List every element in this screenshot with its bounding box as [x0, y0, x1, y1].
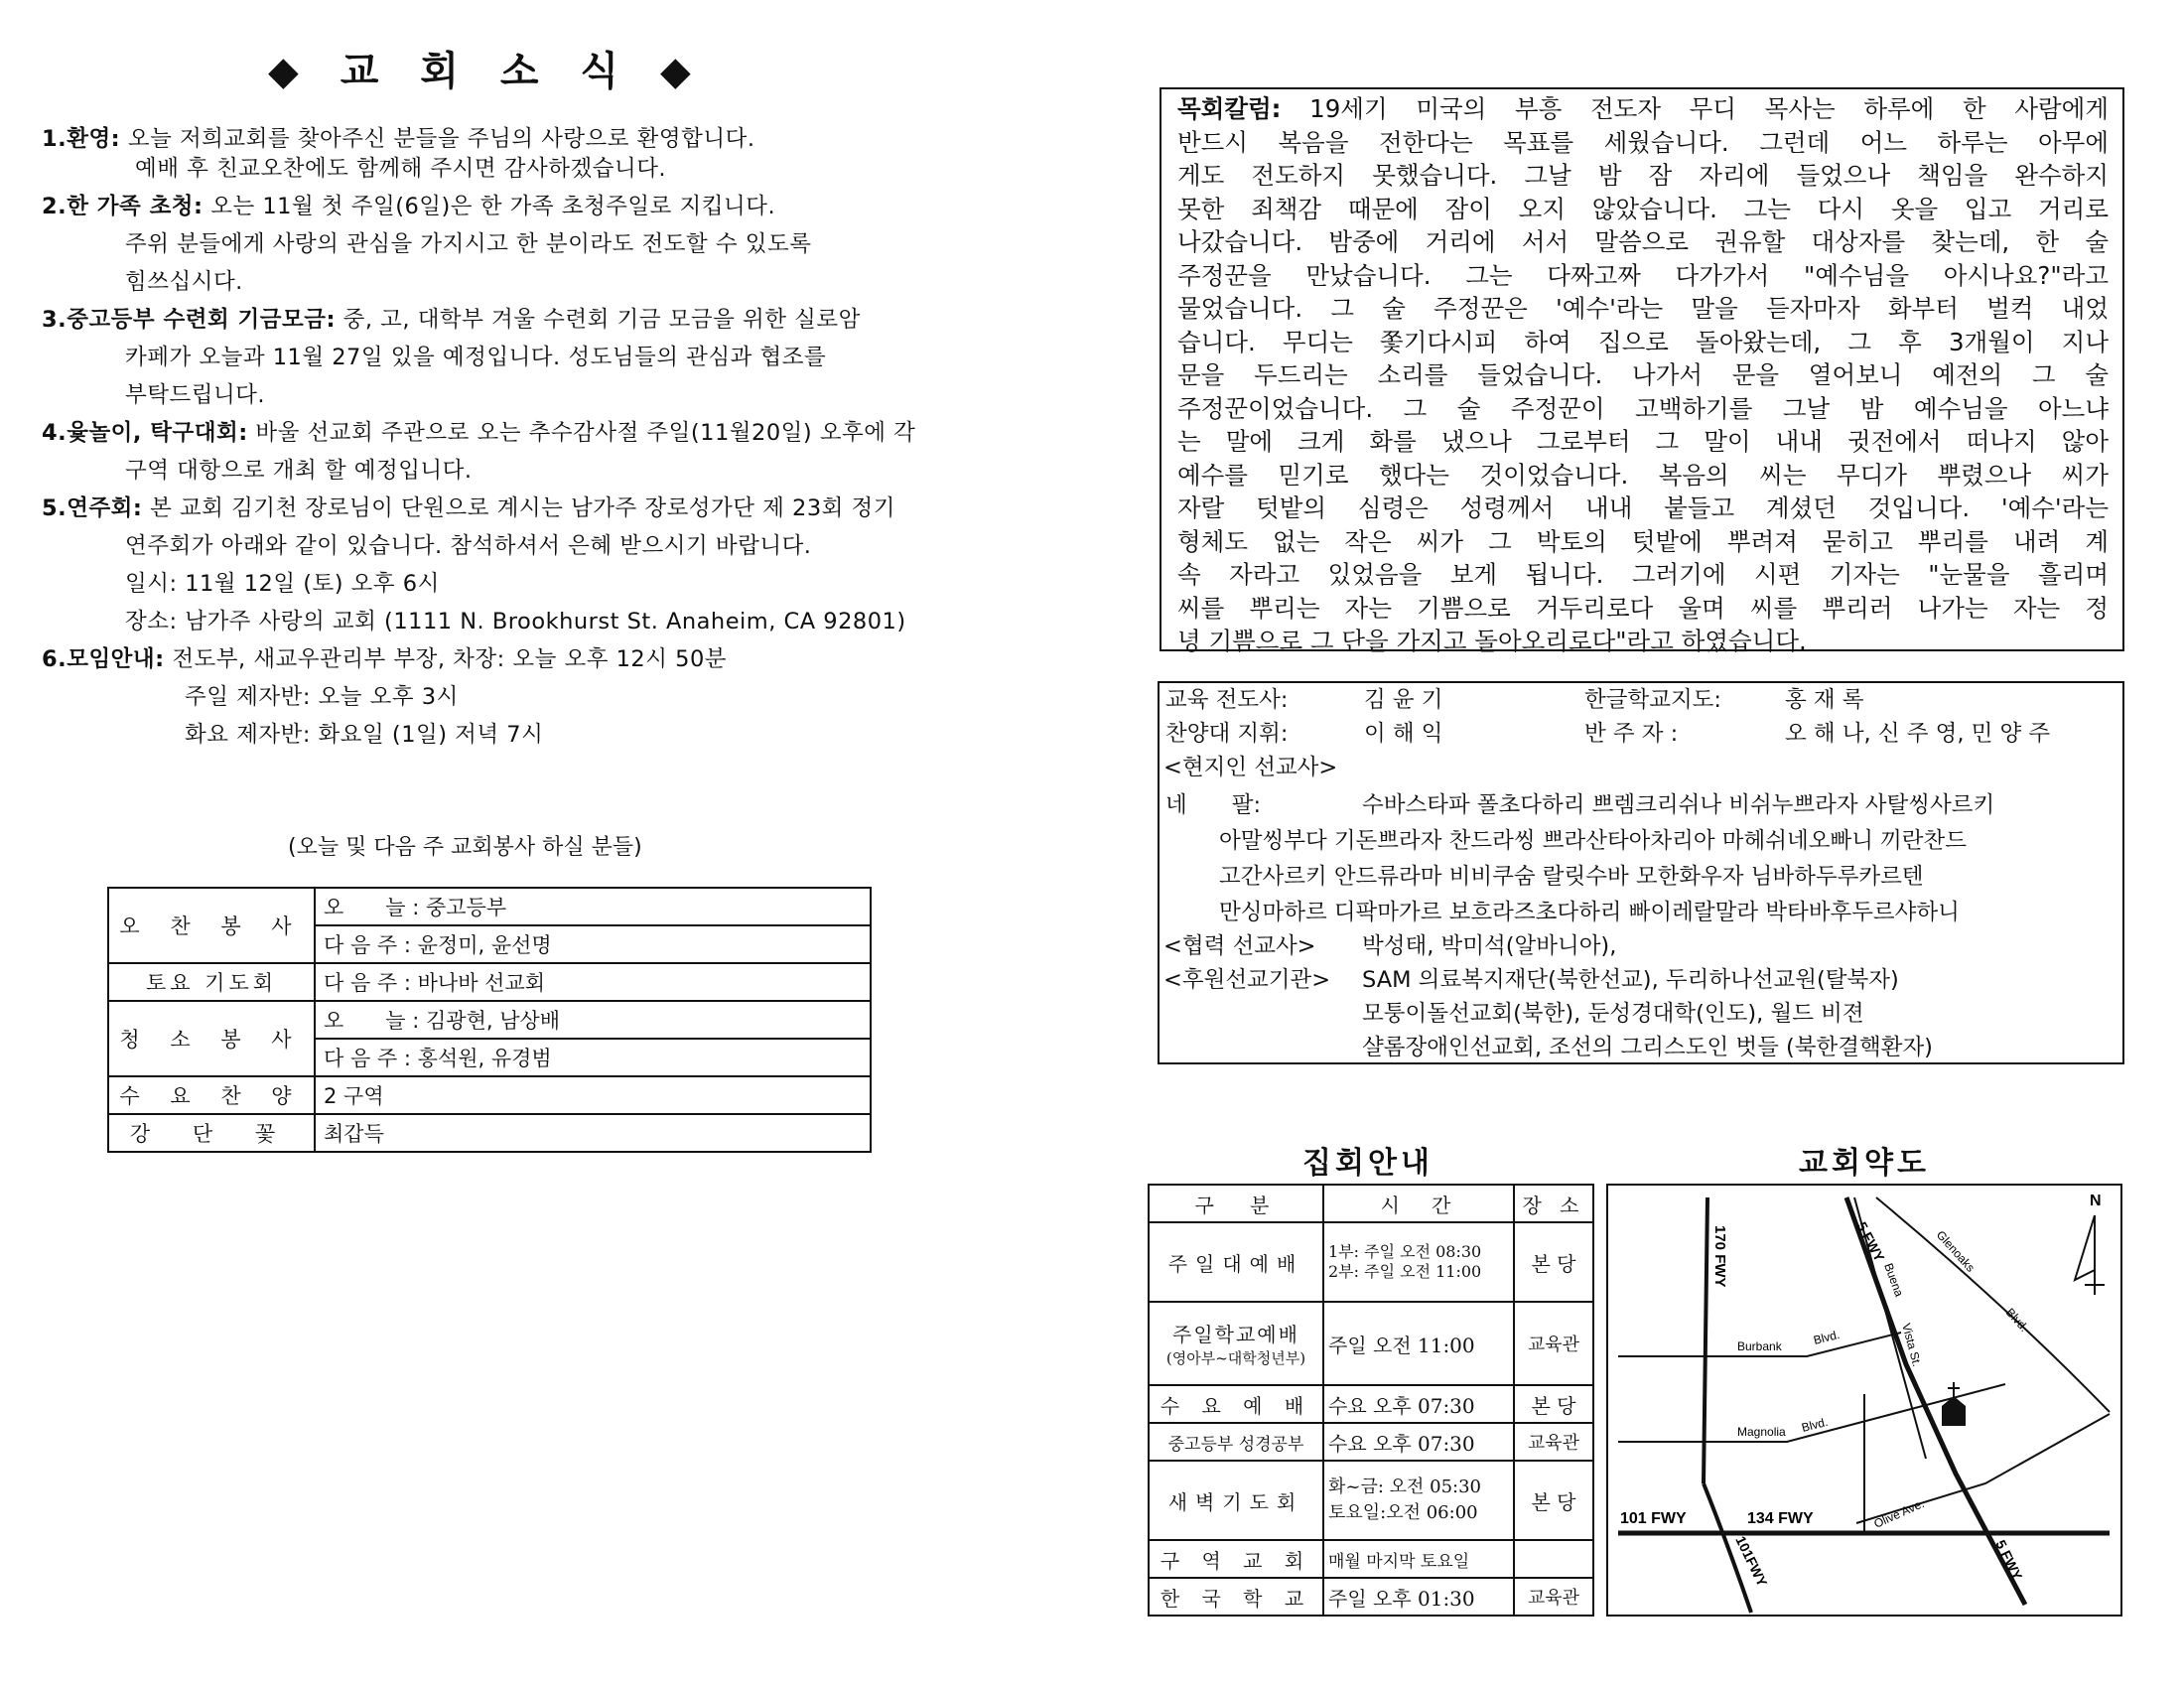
meeting-place: 교육관	[1514, 1578, 1593, 1616]
map-label: Olive Ave.	[1871, 1496, 1927, 1531]
road-170	[1704, 1197, 1707, 1483]
meeting-name: 주일학교예배 (영아부~대학청년부)	[1149, 1302, 1323, 1385]
column-line: 습니다. 무디는 쫓기다시피 하여 집으로 돌아왔는데, 그 후 3개월이 지나	[1177, 327, 2109, 356]
column-line: 형체도 없는 작은 씨가 그 박토의 텃밭에 뿌려져 묻히고 뿌리를 내려 계	[1177, 526, 2109, 556]
meeting-name: 구 역 교 회	[1149, 1540, 1323, 1578]
table-row	[1149, 1222, 1593, 1302]
page-title: ◆ 교 회 소 식 ◆	[268, 49, 705, 94]
support-line: 모퉁이돌선교회(북한), 둔성경대학(인도), 월드 비젼	[1362, 1001, 1864, 1027]
meeting-place: 본 당	[1514, 1222, 1593, 1302]
map-label: Burbank	[1737, 1339, 1782, 1353]
column-header: 시 간	[1323, 1185, 1514, 1222]
support-line: 샬롬장애인선교회, 조선의 그리스도인 벗들 (북한결핵환자)	[1362, 1035, 1933, 1060]
news-item-games: 4.윷놀이, 탁구대회: 바울 선교회 주관으로 오는 추수감사절 주일(11월20일) 오후에 각	[42, 420, 916, 446]
map-label: 170 FWY	[1711, 1225, 1728, 1288]
service-entry: 최갑득	[315, 1114, 871, 1152]
column-line: 주정꾼이었습니다. 그 술 주정꾼이 고백하기를 그날 밤 예수님을 아느냐	[1177, 393, 2109, 423]
section-header: <현지인 선교사>	[1163, 755, 1338, 780]
service-entry: 다 음 주 : 바나바 선교회	[315, 963, 871, 1001]
table-row	[108, 1001, 871, 1039]
missionary-line: 만싱마하르 디팍마가르 보흐라즈초다하리 빠이레랄말라 박타바후두르샤하니	[1219, 900, 1960, 925]
staff-label: 반 주 자 :	[1584, 721, 1679, 747]
meeting-name: 주일대예배	[1149, 1222, 1323, 1302]
church-icon	[1942, 1382, 1966, 1426]
map-label: Buena	[1881, 1261, 1907, 1299]
map-label: 101FWY	[1732, 1533, 1771, 1590]
column-line: 씨를 뿌리는 자는 기쁨으로 거두리로다 울며 씨를 뿌리러 나가는 자는 정	[1177, 593, 2109, 623]
map-label: 101 FWY	[1620, 1510, 1687, 1527]
north-arrow-icon	[2075, 1215, 2105, 1295]
staff-label: 네 팔:	[1165, 792, 1262, 818]
news-line: 일시: 11월 12일 (토) 오후 6시	[125, 571, 440, 597]
map-svg	[1608, 1186, 2120, 1615]
support-line: SAM 의료복지재단(북한선교), 두리하나선교원(탈북자)	[1362, 967, 1899, 993]
map-label: Magnolia	[1737, 1425, 1786, 1439]
news-item-family: 2.한 가족 초청: 오는 11월 첫 주일(6일)은 한 가족 초청주일로 지킵니다.	[42, 194, 776, 219]
column-line: 는 말에 크게 화를 냈으나 그로부터 그 말이 내내 귓전에서 떠나지 않아	[1177, 427, 2109, 456]
news-line: 주위 분들에게 사랑의 관심을 가지시고 한 분이라도 전도할 수 있도록	[125, 231, 812, 257]
map-label: 5 FWY	[1992, 1537, 2026, 1583]
meeting-time: 매월 마지막 토요일	[1323, 1540, 1514, 1578]
column-line: 물었습니다. 그 술 주정꾼은 '예수'라는 말을 듣자마자 화부터 벌컥 내었	[1177, 294, 2109, 323]
meeting-time: 1부: 주일 오전 08:30 2부: 주일 오전 11:00	[1323, 1222, 1514, 1302]
missionary-line: 박성태, 박미석(알바니아),	[1362, 933, 1617, 959]
table-header	[1149, 1185, 1593, 1222]
map-label: 134 FWY	[1747, 1510, 1814, 1527]
service-entry: 다 음 주 : 홍석원, 유경범	[315, 1039, 871, 1076]
news-item-concert: 5.연주회: 본 교회 김기천 장로님이 단원으로 계시는 남가주 장로성가단 제 23회 정기	[42, 495, 896, 521]
meeting-table	[1148, 1184, 1594, 1617]
staff-name: 이 해 익	[1364, 721, 1443, 747]
meeting-time: 주일 오전 11:00	[1323, 1302, 1514, 1385]
missionary-line: 수바스타파 폴초다하리 쁘렘크리쉬나 비쉬누쁘라자 사탈씽사르키	[1362, 792, 1995, 818]
meeting-place: 교육관	[1514, 1423, 1593, 1461]
meeting-time: 화~금: 오전 05:30 토요일:오전 06:00	[1323, 1461, 1514, 1540]
pastor-column	[1160, 87, 2124, 655]
news-line: 연주회가 아래와 같이 있습니다. 참석하셔서 은혜 받으시기 바랍니다.	[125, 533, 812, 559]
staff-name: 김 윤 기	[1364, 687, 1443, 713]
service-role: 청 소 봉 사	[108, 1001, 315, 1076]
service-entry: 오 늘 : 중고등부	[315, 888, 871, 925]
column-line: 목회칼럼: 19세기 미국의 부흥 전도자 무디 목사는 하루에 한 사람에게	[1177, 94, 2109, 123]
column-header: 구 분	[1149, 1185, 1323, 1222]
column-line: 반드시 복음을 전한다는 목표를 세웠습니다. 그런데 어느 하루는 아무에	[1177, 127, 2109, 157]
meeting-name: 중고등부 성경공부	[1149, 1423, 1323, 1461]
column-line: 게도 전도하지 못했습니다. 그날 밤 잠 자리에 들었으나 책임을 완수하지	[1177, 161, 2109, 190]
table-row	[108, 888, 871, 925]
service-entry: 다 음 주 : 윤정미, 윤선명	[315, 925, 871, 963]
service-role: 강 단 꽃	[108, 1114, 315, 1152]
column-line: 문을 두드리는 소리를 들었습니다. 나가서 문을 열어보니 예전의 그 술	[1177, 360, 2109, 389]
table-row	[1149, 1540, 1593, 1578]
map-label: Blvd.	[1800, 1414, 1830, 1435]
table-row	[1149, 1578, 1593, 1616]
meeting-place: 본 당	[1514, 1461, 1593, 1540]
column-header: 장 소	[1514, 1185, 1593, 1222]
service-role: 토요 기도회	[108, 963, 315, 1001]
service-table	[107, 887, 872, 1153]
news-item-meetings: 6.모임안내: 전도부, 새교우관리부 부장, 차장: 오늘 오후 12시 50분	[42, 646, 727, 672]
section-header: <협력 선교사>	[1163, 933, 1316, 959]
news-item-welcome: 1.환영: 오늘 저희교회를 찾아주신 분들을 주님의 사랑으로 환영합니다.	[42, 126, 755, 152]
map-title: 교회약도	[1799, 1146, 1930, 1181]
column-line: 나갔습니다. 밤중에 거리에 서서 말씀으로 권유할 대상자를 찾는데, 한 술	[1177, 227, 2109, 256]
staff-label: 교육 전도사:	[1165, 687, 1289, 713]
column-line: 녕 기쁨으로 그 단을 가지고 돌아오리로다"라고 하였습니다.	[1177, 627, 1807, 655]
missionary-line: 아말씽부다 기돈쁘라자 찬드라씽 쁘라산타아차리아 마헤쉬네오빠니 끼란찬드	[1219, 828, 1968, 854]
table-row	[108, 963, 871, 1001]
news-line: 예배 후 친교오찬에도 함께해 주시면 감사하겠습니다.	[135, 156, 667, 182]
table-row	[1149, 1385, 1593, 1423]
column-line: 속 자라고 있었음을 보게 됩니다. 그러기에 시편 기자는 "눈물을 흘리며	[1177, 560, 2109, 589]
service-entry: 오 늘 : 김광현, 남상배	[315, 1001, 871, 1039]
news-line: 힘쓰십시다.	[125, 269, 243, 295]
meeting-title: 집회안내	[1302, 1146, 1433, 1181]
table-row	[1149, 1461, 1593, 1540]
map-label: Blvd.	[1812, 1327, 1842, 1347]
church-map	[1606, 1184, 2122, 1617]
news-item-retreat: 3.중고등부 수련회 기금모금: 중, 고, 대학부 겨울 수련회 기금 모금을 위한 실로암	[42, 307, 861, 333]
map-label: 5 FWY	[1853, 1218, 1888, 1265]
meeting-name: 새벽기도회	[1149, 1461, 1323, 1540]
table-row	[1149, 1423, 1593, 1461]
map-label-north: N	[2090, 1193, 2102, 1209]
service-role: 수 요 찬 양	[108, 1076, 315, 1114]
service-caption: (오늘 및 다음 주 교회봉사 하실 분들)	[288, 835, 642, 860]
column-line: 자랄 텃밭의 심령은 성령께서 내내 붙들고 계셨던 것입니다. '예수'라는	[1177, 493, 2109, 522]
map-label: Vista St.	[1899, 1322, 1925, 1368]
meeting-time: 수요 오후 07:30	[1323, 1385, 1514, 1423]
meeting-time: 주일 오후 01:30	[1323, 1578, 1514, 1616]
staff-label: 찬양대 지휘:	[1165, 721, 1289, 747]
meeting-place	[1514, 1540, 1593, 1578]
meeting-time: 수요 오후 07:30	[1323, 1423, 1514, 1461]
map-label: Glenoaks	[1933, 1227, 1979, 1275]
section-header: <후원선교기관>	[1163, 967, 1331, 993]
news-line: 부탁드립니다.	[125, 382, 266, 408]
news-line: 주일 제자반: 오늘 오후 3시	[185, 684, 459, 710]
service-entry: 2 구역	[315, 1076, 871, 1114]
staff-name: 오 해 나, 신 주 영, 민 양 주	[1785, 721, 2051, 747]
staff-label: 한글학교지도:	[1584, 687, 1721, 713]
map-label: Blvd.	[2002, 1305, 2032, 1335]
service-role: 오 찬 봉 사	[108, 888, 315, 963]
news-line: 구역 대항으로 개최 할 예정입니다.	[125, 458, 473, 484]
table-row	[108, 1114, 871, 1152]
column-line: 주정꾼을 만났습니다. 그는 다짜고짜 다가가서 "예수님을 아시나요?"라고	[1177, 260, 2109, 290]
meeting-place: 본 당	[1514, 1385, 1593, 1423]
meeting-name: 한 국 학 교	[1149, 1578, 1323, 1616]
column-line: 못한 죄책감 때문에 잠이 오지 않았습니다. 그는 다시 옷을 입고 거리로	[1177, 194, 2109, 223]
table-row	[108, 1076, 871, 1114]
news-line: 화요 제자반: 화요일 (1일) 저녁 7시	[185, 722, 544, 748]
road-olive	[1856, 1414, 2110, 1523]
table-row	[1149, 1302, 1593, 1385]
meeting-place: 교육관	[1514, 1302, 1593, 1385]
meeting-name: 수 요 예 배	[1149, 1385, 1323, 1423]
news-line: 카페가 오늘과 11월 27일 있을 예정입니다. 성도님들의 관심과 협조를	[125, 345, 827, 370]
missionary-line: 고간사르키 안드류라마 비비쿠숨 랄릿수바 모한화우자 님바하두루카르텐	[1219, 864, 1924, 890]
staff-name: 홍 재 록	[1785, 687, 1864, 713]
column-line: 예수를 믿기로 했다는 것이었습니다. 복음의 씨는 무디가 뿌렸으나 씨가	[1177, 460, 2109, 490]
news-line: 장소: 남가주 사랑의 교회 (1111 N. Brookhurst St. Anaheim, CA 92801)	[125, 609, 906, 634]
